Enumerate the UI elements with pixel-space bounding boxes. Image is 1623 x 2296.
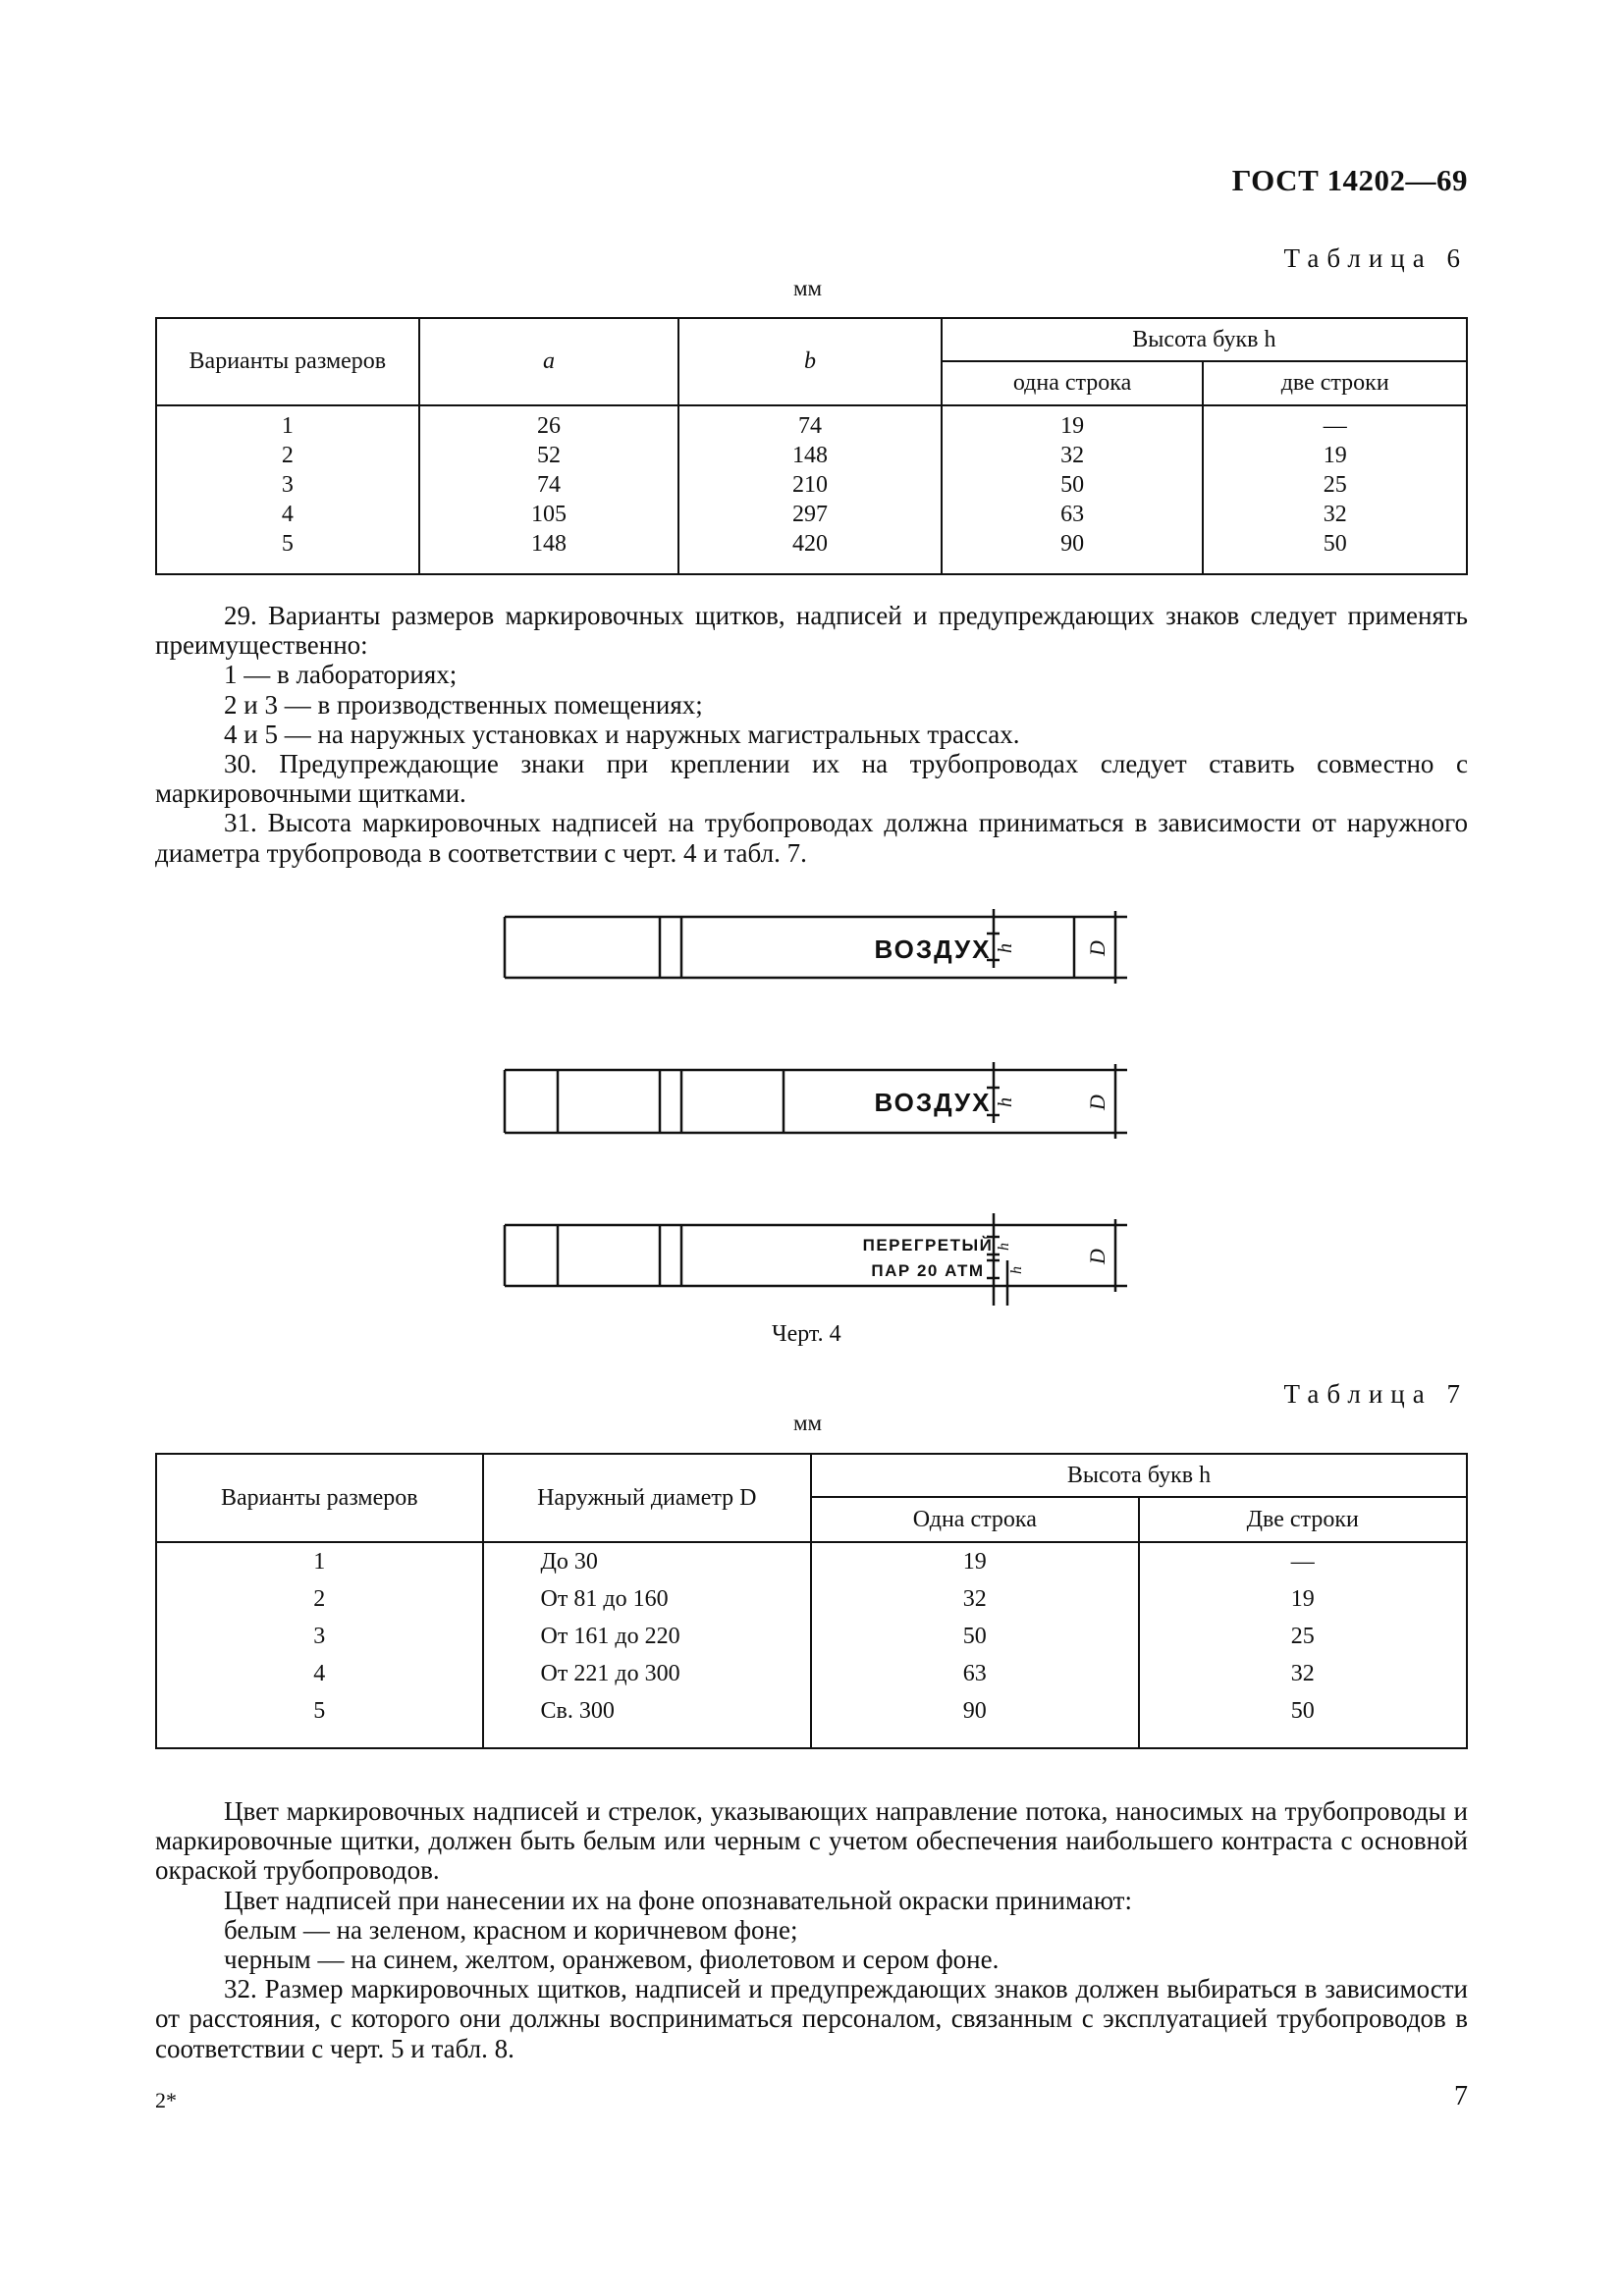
table6-header-one-line: одна строка — [942, 361, 1204, 405]
section-text-2 — [155, 1796, 1468, 2063]
label-air-2: ВОЗДУХ — [874, 1088, 992, 1117]
table7-header-variants: Варианты размеров — [156, 1454, 483, 1542]
paragraph-29: 29. Варианты размеров маркировочных щитков, надписей и предупреждающих знаков следует применять преимущественно: — [155, 601, 1468, 661]
table7-header-diameter: Наружный диаметр D — [483, 1454, 812, 1542]
footer-sheet-mark: 2* — [155, 2088, 177, 2112]
table6-col-variants: 1 2 3 4 5 — [156, 405, 419, 574]
paragraph-32: 32. Размер маркировочных щитков, надписей и предупреждающих знаков должен выбираться в зависимости от расстояния, с которого они должны восприниматься персоналом, связанным с эксплуатацией трубопроводов в соответствии с черт. 5 и табл. 8. — [155, 1974, 1468, 2063]
dim-h-3a: h — [996, 1243, 1012, 1251]
table6-header-two-lines: две строки — [1203, 361, 1467, 405]
table7-header-one-line: Одна строка — [811, 1497, 1138, 1542]
figure-4-caption: Черт. 4 — [772, 1321, 841, 1347]
table7-col-one-line: 19 32 50 63 90 — [811, 1542, 1138, 1748]
table7-header-two-lines: Две строки — [1139, 1497, 1467, 1542]
dim-D-3: D — [1085, 1249, 1109, 1264]
paragraph-31: 31. Высота маркировочных надписей на трубопроводах должна приниматься в зависимости от наружного диаметра трубопровода в соответствии с черт. 4 и табл. 7. — [155, 808, 1468, 868]
table6-col-b: 74 148 210 297 420 — [678, 405, 942, 574]
list-item: белым — на зеленом, красном и коричневом фоне; — [224, 1914, 798, 1945]
dim-D-1: D — [1085, 940, 1109, 956]
table6-header-b: b — [678, 318, 942, 405]
table7-col-two-lines: — 19 25 32 50 — [1139, 1542, 1467, 1748]
dim-h-3b: h — [1008, 1266, 1025, 1274]
document-id: ГОСТ 14202—69 — [1231, 163, 1468, 197]
table7-caption: Таблица 7 — [1283, 1379, 1468, 1409]
table6-header-height: Высота букв h — [942, 318, 1467, 361]
table6 — [155, 317, 1468, 575]
table7-col-diameter: До 30 От 81 до 160 От 161 до 220 От 221 до 300 Св. 300 — [483, 1542, 812, 1748]
list-item: 4 и 5 — на наружных установках и наружных магистральных трассах. — [224, 719, 1020, 749]
label-superheated: ПЕРЕГРЕТЫЙ — [862, 1236, 994, 1255]
paragraph-color-1: Цвет маркировочных надписей и стрелок, указывающих направление потока, наносимых на трубопроводы и маркировочные щитки, должен быть белым или черным с учетом обеспечения наибольшего контраста с основной окраской трубопроводов. — [155, 1796, 1468, 1886]
paragraph-color-2: Цвет надписей при нанесении их на фоне опознавательной окраски принимают: — [224, 1885, 1132, 1915]
paragraph-30: 30. Предупреждающие знаки при креплении их на трубопроводах следует ставить совместно с маркировочными щитками. — [155, 749, 1468, 809]
table7 — [155, 1453, 1468, 1749]
section-text-1 — [155, 601, 1468, 868]
dim-h-2: h — [995, 1097, 1016, 1107]
table7-unit: мм — [793, 1411, 823, 1435]
table-row — [156, 1542, 1467, 1748]
table6-col-two-lines: — 19 25 32 50 — [1203, 405, 1467, 574]
dim-h-1: h — [995, 943, 1016, 953]
dim-D-2: D — [1085, 1095, 1109, 1110]
list-item: 1 — в лабораториях; — [224, 660, 458, 690]
table6-header-a: a — [419, 318, 679, 405]
table6-header-variants: Варианты размеров — [156, 318, 419, 405]
table6-unit: мм — [793, 276, 823, 300]
list-item: черным — на синем, желтом, оранжевом, фиолетовом и сером фоне. — [224, 1945, 1000, 1975]
table7-header-height: Высота букв h — [811, 1454, 1467, 1497]
table6-caption: Таблица 6 — [1283, 243, 1468, 273]
pipe-diagram-1 — [505, 909, 1127, 984]
table7-col-variants: 1 2 3 4 5 — [156, 1542, 483, 1748]
table6-col-a: 26 52 74 105 148 — [419, 405, 679, 574]
pipe-diagram-2 — [505, 1062, 1127, 1139]
page-number: 7 — [1454, 2081, 1468, 2111]
label-air-1: ВОЗДУХ — [874, 934, 992, 964]
label-steam-20-atm: ПАР 20 АТМ — [871, 1261, 985, 1280]
table6-col-one-line: 19 32 50 63 90 — [942, 405, 1204, 574]
table-row — [156, 405, 1467, 574]
list-item: 2 и 3 — в производственных помещениях; — [224, 689, 703, 720]
pipe-diagram-3 — [505, 1213, 1127, 1306]
figure-4 — [491, 901, 1139, 1313]
